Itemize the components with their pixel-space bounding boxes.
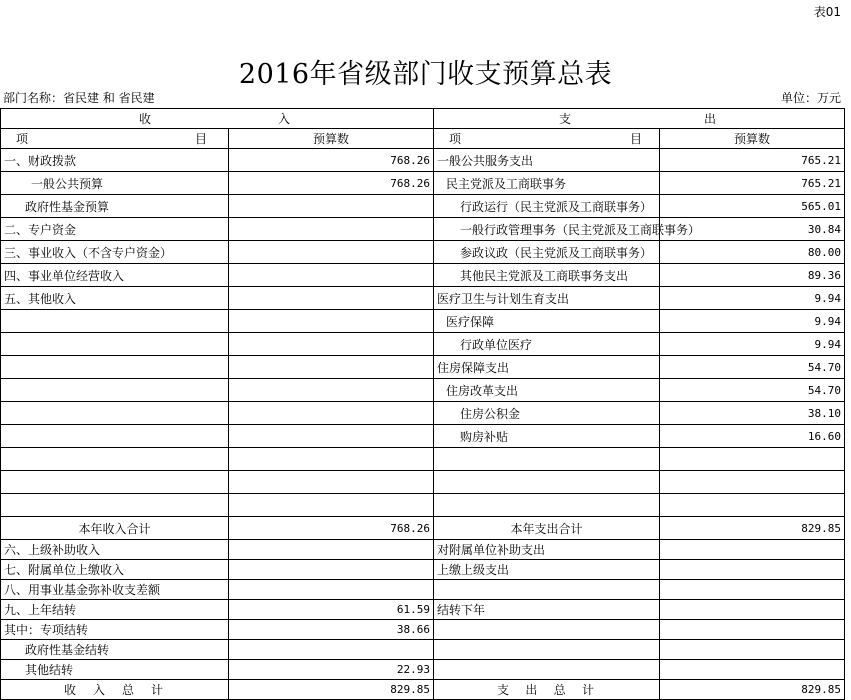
unit-label: 单位：万元: [780, 91, 841, 105]
expense-total-char: 出: [525, 683, 538, 697]
table-row: [1, 149, 845, 172]
table-row: [1, 640, 845, 660]
income-subtotal-value: 768.26: [229, 517, 434, 540]
income-subtotal-label: 本年收入合计: [1, 517, 229, 540]
expense-value: [660, 660, 845, 680]
income-item: 政府性基金结转: [1, 640, 229, 660]
expense-subtotal-value: 829.85: [660, 517, 845, 540]
table-row: [1, 471, 845, 494]
expense-value: 80.00: [660, 241, 845, 264]
expense-item: 住房改革支出: [434, 379, 660, 402]
table-row: [1, 310, 845, 333]
income-item: [1, 471, 229, 494]
expense-value: [660, 560, 845, 580]
income-value: [229, 218, 434, 241]
income-value: [229, 580, 434, 600]
income-total-label: [1, 680, 229, 700]
table-row: [1, 356, 845, 379]
income-value: [229, 264, 434, 287]
expense-total-value: 829.85: [660, 680, 845, 700]
table-row: [1, 218, 845, 241]
income-header: [1, 109, 434, 129]
header-row-1: [1, 109, 845, 129]
expense-item: 行政单位医疗: [434, 333, 660, 356]
table-row: [1, 448, 845, 471]
income-value: [229, 402, 434, 425]
income-item: 其中：专项结转: [1, 620, 229, 640]
expense-item: [434, 494, 660, 517]
income-total-char: 计: [150, 683, 163, 697]
expense-item: [434, 580, 660, 600]
expense-value: 54.70: [660, 379, 845, 402]
expense-header-right: 出: [703, 112, 716, 126]
income-value: [229, 356, 434, 379]
income-total-char: 总: [121, 683, 134, 697]
income-value: [229, 560, 434, 580]
expense-item: [434, 620, 660, 640]
income-item-header: [1, 129, 229, 149]
income-item: 政府性基金预算: [1, 195, 229, 218]
expense-item: [434, 448, 660, 471]
income-item: [1, 333, 229, 356]
expense-item: [434, 660, 660, 680]
expense-total-label: [434, 680, 660, 700]
income-item: [1, 379, 229, 402]
budget-table: [0, 108, 845, 700]
table-row: [1, 580, 845, 600]
expense-item: 住房保障支出: [434, 356, 660, 379]
income-item: 七、附属单位上缴收入: [1, 560, 229, 580]
table-row: [1, 379, 845, 402]
income-value: [229, 195, 434, 218]
income-value: 61.59: [229, 600, 434, 620]
table-row: [1, 333, 845, 356]
income-item: 五、其他收入: [1, 287, 229, 310]
expense-value: [660, 640, 845, 660]
expense-header-left: 支: [559, 112, 572, 126]
income-value: 38.66: [229, 620, 434, 640]
expense-value: 16.60: [660, 425, 845, 448]
expense-item: 参政议政（民主党派及工商联事务）: [434, 241, 660, 264]
expense-value: 9.94: [660, 287, 845, 310]
income-value: [229, 494, 434, 517]
income-item: [1, 425, 229, 448]
income-header-left: 收: [139, 112, 152, 126]
income-value: [229, 640, 434, 660]
page-title: 2016年省级部门收支预算总表: [238, 59, 613, 90]
expense-item: 住房公积金: [434, 402, 660, 425]
expense-item: [434, 471, 660, 494]
expense-value: 30.84: [660, 218, 845, 241]
sheet-number: 表01: [813, 5, 841, 19]
expense-value: 565.01: [660, 195, 845, 218]
income-value: [229, 287, 434, 310]
table-row: [1, 600, 845, 620]
income-header-right: 入: [277, 112, 290, 126]
expense-value: 765.21: [660, 149, 845, 172]
expense-item-header: [434, 129, 660, 149]
expense-value: 38.10: [660, 402, 845, 425]
income-item: [1, 402, 229, 425]
expense-item: 其他民主党派及工商联事务支出: [434, 264, 660, 287]
expense-item: 行政运行（民主党派及工商联事务）: [434, 195, 660, 218]
item-label-right: 目: [629, 132, 642, 146]
income-item: [1, 356, 229, 379]
table-row: [1, 494, 845, 517]
income-value: [229, 448, 434, 471]
item-label-left: 项: [449, 132, 462, 146]
income-value: [229, 241, 434, 264]
expense-value: [660, 448, 845, 471]
income-item: 六、上级补助收入: [1, 540, 229, 560]
income-item: 三、事业收入（不含专户资金）: [1, 241, 229, 264]
item-label-right: 目: [194, 132, 207, 146]
income-item: 九、上年结转: [1, 600, 229, 620]
expense-item: 一般行政管理事务（民主党派及工商联事务）: [434, 218, 660, 241]
expense-item: 结转下年: [434, 600, 660, 620]
table-row: [1, 195, 845, 218]
income-budget-header: 预算数: [229, 129, 434, 149]
table-row: [1, 264, 845, 287]
income-value: 768.26: [229, 172, 434, 195]
income-value: [229, 310, 434, 333]
expense-item: 一般公共服务支出: [434, 149, 660, 172]
expense-item: 上缴上级支出: [434, 560, 660, 580]
expense-total-char: 总: [553, 683, 566, 697]
expense-total-char: 支: [497, 683, 510, 697]
income-value: [229, 425, 434, 448]
expense-value: [660, 471, 845, 494]
expense-item: 医疗保障: [434, 310, 660, 333]
header-row-2: [1, 129, 845, 149]
item-label-left: 项: [16, 132, 29, 146]
income-total-char: 入: [92, 683, 105, 697]
income-value: [229, 379, 434, 402]
income-item: 一般公共预算: [1, 172, 229, 195]
income-value: 22.93: [229, 660, 434, 680]
income-value: [229, 540, 434, 560]
expense-budget-header: 预算数: [660, 129, 845, 149]
table-row: [1, 620, 845, 640]
expense-item: 民主党派及工商联事务: [434, 172, 660, 195]
table-row: [1, 241, 845, 264]
income-total-char: 收: [64, 683, 77, 697]
table-row: [1, 402, 845, 425]
income-item: [1, 310, 229, 333]
table-row: [1, 660, 845, 680]
income-item: [1, 494, 229, 517]
expense-header: [434, 109, 845, 129]
expense-subtotal-label: 本年支出合计: [434, 517, 660, 540]
table-row: [1, 172, 845, 195]
expense-value: [660, 580, 845, 600]
expense-value: [660, 494, 845, 517]
total-row: [1, 680, 845, 700]
expense-value: 89.36: [660, 264, 845, 287]
income-item: 一、财政拨款: [1, 149, 229, 172]
income-item: 八、用事业基金弥补收支差额: [1, 580, 229, 600]
table-row: [1, 560, 845, 580]
income-item: 四、事业单位经营收入: [1, 264, 229, 287]
expense-item: [434, 640, 660, 660]
income-item: 二、专户资金: [1, 218, 229, 241]
income-value: 768.26: [229, 149, 434, 172]
table-row: [1, 287, 845, 310]
expense-value: 9.94: [660, 310, 845, 333]
department-name: 部门名称：省民建 和 省民建: [3, 91, 155, 105]
income-item: [1, 448, 229, 471]
expense-value: [660, 540, 845, 560]
expense-item: 购房补贴: [434, 425, 660, 448]
expense-total-char: 计: [581, 683, 594, 697]
expense-value: [660, 620, 845, 640]
subtotal-row: [1, 517, 845, 540]
expense-value: 54.70: [660, 356, 845, 379]
expense-item: 对附属单位补助支出: [434, 540, 660, 560]
expense-item: 医疗卫生与计划生育支出: [434, 287, 660, 310]
expense-value: 9.94: [660, 333, 845, 356]
income-value: [229, 333, 434, 356]
income-total-value: 829.85: [229, 680, 434, 700]
table-row: [1, 540, 845, 560]
table-row: [1, 425, 845, 448]
income-value: [229, 471, 434, 494]
income-item: 其他结转: [1, 660, 229, 680]
expense-value: [660, 600, 845, 620]
expense-value: 765.21: [660, 172, 845, 195]
